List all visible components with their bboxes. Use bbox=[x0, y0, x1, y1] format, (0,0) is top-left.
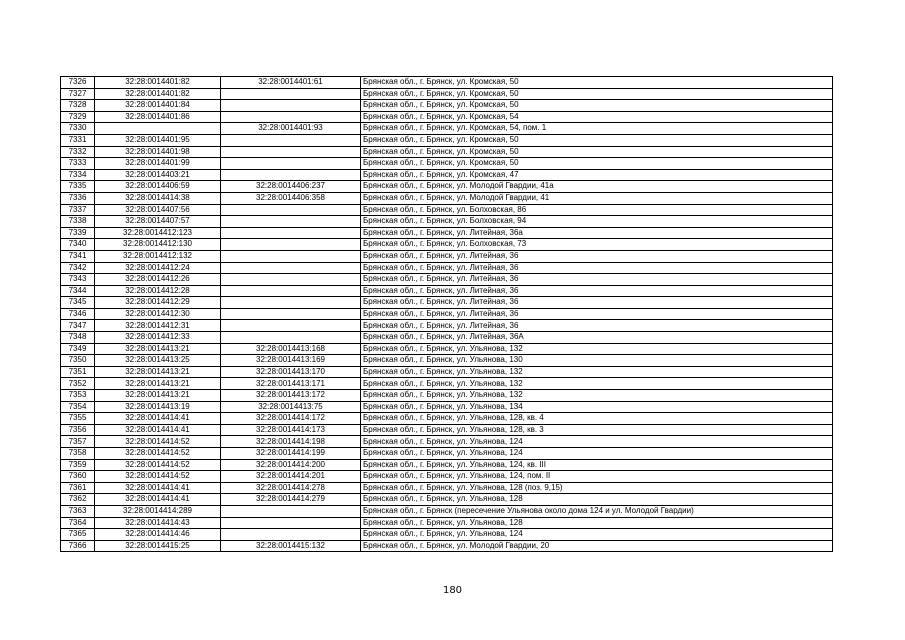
address-cell: Брянская обл., г. Брянск, ул. Болховская, 86 bbox=[361, 204, 833, 216]
parent-number-cell: 32:28:0014413:171 bbox=[221, 378, 361, 390]
address-cell: Брянская обл., г. Брянск, ул. Кромская, 50 bbox=[361, 100, 833, 112]
table-row bbox=[61, 297, 833, 309]
row-number-cell: 7333 bbox=[61, 158, 95, 170]
row-number-cell: 7361 bbox=[61, 482, 95, 494]
parent-number-cell bbox=[221, 505, 361, 517]
address-cell: Брянская обл., г. Брянск, ул. Ульянова, 132 bbox=[361, 378, 833, 390]
parent-number-cell bbox=[221, 134, 361, 146]
parent-number-cell: 32:28:0014413:75 bbox=[221, 401, 361, 413]
row-number-cell: 7366 bbox=[61, 540, 95, 552]
cadastral-number-cell: 32:28:0014407:56 bbox=[95, 204, 221, 216]
row-number-cell: 7358 bbox=[61, 448, 95, 460]
parent-number-cell: 32:28:0014413:168 bbox=[221, 343, 361, 355]
parent-number-cell: 32:28:0014414:278 bbox=[221, 482, 361, 494]
address-cell: Брянская обл., г. Брянск, ул. Ульянова, 128 bbox=[361, 494, 833, 506]
cadastral-number-cell: 32:28:0014406:59 bbox=[95, 181, 221, 193]
address-cell: Брянская обл., г. Брянск (пересечение Ульянова около дома 124 и ул. Молодой Гвардии) bbox=[361, 505, 833, 517]
address-cell: Брянская обл., г. Брянск, ул. Молодой Гвардии, 41 bbox=[361, 192, 833, 204]
row-number-cell: 7363 bbox=[61, 505, 95, 517]
address-cell: Брянская обл., г. Брянск, ул. Кромская, 50 bbox=[361, 146, 833, 158]
parent-number-cell bbox=[221, 204, 361, 216]
cadastral-number-cell: 32:28:0014414:41 bbox=[95, 424, 221, 436]
cadastral-number-cell: 32:28:0014401:82 bbox=[95, 88, 221, 100]
table-row bbox=[61, 320, 833, 332]
parent-number-cell bbox=[221, 100, 361, 112]
parent-number-cell: 32:28:0014414:201 bbox=[221, 471, 361, 483]
row-number-cell: 7338 bbox=[61, 216, 95, 228]
table-row bbox=[61, 285, 833, 297]
row-number-cell: 7364 bbox=[61, 517, 95, 529]
address-cell: Брянская обл., г. Брянск, ул. Ульянова, 128, кв. 4 bbox=[361, 413, 833, 425]
address-cell: Брянская обл., г. Брянск, ул. Литейная, 36 bbox=[361, 297, 833, 309]
row-number-cell: 7347 bbox=[61, 320, 95, 332]
row-number-cell: 7353 bbox=[61, 390, 95, 402]
cadastral-number-cell: 32:28:0014414:41 bbox=[95, 494, 221, 506]
row-number-cell: 7326 bbox=[61, 77, 95, 89]
parent-number-cell: 32:28:0014414:200 bbox=[221, 459, 361, 471]
table-row bbox=[61, 413, 833, 425]
row-number-cell: 7339 bbox=[61, 227, 95, 239]
cadastral-number-cell: 32:28:0014412:24 bbox=[95, 262, 221, 274]
row-number-cell: 7334 bbox=[61, 169, 95, 181]
table-row bbox=[61, 77, 833, 89]
address-cell: Брянская обл., г. Брянск, ул. Литейная, 36А bbox=[361, 332, 833, 344]
cadastral-number-cell: 32:28:0014413:21 bbox=[95, 390, 221, 402]
parent-number-cell bbox=[221, 308, 361, 320]
cadastral-number-cell: 32:28:0014414:52 bbox=[95, 436, 221, 448]
address-cell: Брянская обл., г. Брянск, ул. Кромская, 47 bbox=[361, 169, 833, 181]
table-row bbox=[61, 401, 833, 413]
cadastral-number-cell: 32:28:0014401:86 bbox=[95, 111, 221, 123]
row-number-cell: 7357 bbox=[61, 436, 95, 448]
cadastral-number-cell: 32:28:0014415:25 bbox=[95, 540, 221, 552]
table-row bbox=[61, 239, 833, 251]
cadastral-number-cell: 32:28:0014413:21 bbox=[95, 343, 221, 355]
parent-number-cell bbox=[221, 332, 361, 344]
table-row bbox=[61, 448, 833, 460]
cadastral-number-cell: 32:28:0014414:38 bbox=[95, 192, 221, 204]
address-cell: Брянская обл., г. Брянск, ул. Ульянова, 124, кв. III bbox=[361, 459, 833, 471]
address-cell: Брянская обл., г. Брянск, ул. Болховская, 94 bbox=[361, 216, 833, 228]
table-row bbox=[61, 529, 833, 541]
table-row bbox=[61, 471, 833, 483]
cadastral-number-cell: 32:28:0014413:21 bbox=[95, 378, 221, 390]
parent-number-cell: 32:28:0014413:169 bbox=[221, 355, 361, 367]
cadastral-number-cell: 32:28:0014401:84 bbox=[95, 100, 221, 112]
address-cell: Брянская обл., г. Брянск, ул. Ульянова, 132 bbox=[361, 366, 833, 378]
address-cell: Брянская обл., г. Брянск, ул. Кромская, 50 bbox=[361, 77, 833, 89]
cadastral-number-cell: 32:28:0014414:52 bbox=[95, 471, 221, 483]
cadastral-number-cell: 32:28:0014412:130 bbox=[95, 239, 221, 251]
parent-number-cell: 32:28:0014413:172 bbox=[221, 390, 361, 402]
row-number-cell: 7348 bbox=[61, 332, 95, 344]
address-cell: Брянская обл., г. Брянск, ул. Литейная, 36 bbox=[361, 262, 833, 274]
cadastral-number-cell: 32:28:0014401:95 bbox=[95, 134, 221, 146]
cadastral-number-cell: 32:28:0014414:41 bbox=[95, 413, 221, 425]
row-number-cell: 7350 bbox=[61, 355, 95, 367]
table-row bbox=[61, 366, 833, 378]
table-row bbox=[61, 274, 833, 286]
table-row bbox=[61, 355, 833, 367]
parent-number-cell: 32:28:0014401:61 bbox=[221, 77, 361, 89]
address-cell: Брянская обл., г. Брянск, ул. Кромская, 50 bbox=[361, 88, 833, 100]
cadastral-number-cell: 32:28:0014413:21 bbox=[95, 366, 221, 378]
cadastral-number-cell: 32:28:0014412:29 bbox=[95, 297, 221, 309]
row-number-cell: 7328 bbox=[61, 100, 95, 112]
table-row bbox=[61, 343, 833, 355]
parent-number-cell bbox=[221, 216, 361, 228]
row-number-cell: 7327 bbox=[61, 88, 95, 100]
table-row bbox=[61, 111, 833, 123]
row-number-cell: 7351 bbox=[61, 366, 95, 378]
table-row bbox=[61, 216, 833, 228]
address-cell: Брянская обл., г. Брянск, ул. Молодой Гвардии, 20 bbox=[361, 540, 833, 552]
page-number: 180 bbox=[442, 585, 463, 596]
parent-number-cell: 32:28:0014415:132 bbox=[221, 540, 361, 552]
parent-number-cell: 32:28:0014414:279 bbox=[221, 494, 361, 506]
register-table-container bbox=[60, 76, 832, 552]
row-number-cell: 7330 bbox=[61, 123, 95, 135]
row-number-cell: 7343 bbox=[61, 274, 95, 286]
parent-number-cell bbox=[221, 517, 361, 529]
row-number-cell: 7340 bbox=[61, 239, 95, 251]
parent-number-cell bbox=[221, 274, 361, 286]
parent-number-cell bbox=[221, 158, 361, 170]
table-row bbox=[61, 308, 833, 320]
parent-number-cell: 32:28:0014414:198 bbox=[221, 436, 361, 448]
row-number-cell: 7341 bbox=[61, 250, 95, 262]
row-number-cell: 7359 bbox=[61, 459, 95, 471]
row-number-cell: 7356 bbox=[61, 424, 95, 436]
cadastral-number-cell: 32:28:0014412:33 bbox=[95, 332, 221, 344]
address-cell: Брянская обл., г. Брянск, ул. Литейная, 36 bbox=[361, 250, 833, 262]
register-table-body bbox=[61, 77, 833, 552]
address-cell: Брянская обл., г. Брянск, ул. Литейная, 36 bbox=[361, 285, 833, 297]
table-row bbox=[61, 390, 833, 402]
cadastral-number-cell: 32:28:0014414:52 bbox=[95, 459, 221, 471]
address-cell: Брянская обл., г. Брянск, ул. Ульянова, 124, пом. II bbox=[361, 471, 833, 483]
table-row bbox=[61, 459, 833, 471]
row-number-cell: 7342 bbox=[61, 262, 95, 274]
cadastral-number-cell: 32:28:0014412:30 bbox=[95, 308, 221, 320]
address-cell: Брянская обл., г. Брянск, ул. Литейная, 36 bbox=[361, 320, 833, 332]
table-row bbox=[61, 332, 833, 344]
cadastral-number-cell bbox=[95, 123, 221, 135]
row-number-cell: 7346 bbox=[61, 308, 95, 320]
table-row bbox=[61, 494, 833, 506]
cadastral-number-cell: 32:28:0014401:99 bbox=[95, 158, 221, 170]
cadastral-number-cell: 32:28:0014407:57 bbox=[95, 216, 221, 228]
row-number-cell: 7332 bbox=[61, 146, 95, 158]
row-number-cell: 7336 bbox=[61, 192, 95, 204]
row-number-cell: 7349 bbox=[61, 343, 95, 355]
table-row bbox=[61, 134, 833, 146]
cadastral-number-cell: 32:28:0014414:43 bbox=[95, 517, 221, 529]
row-number-cell: 7352 bbox=[61, 378, 95, 390]
row-number-cell: 7355 bbox=[61, 413, 95, 425]
address-cell: Брянская обл., г. Брянск, ул. Ульянова, 130 bbox=[361, 355, 833, 367]
table-row bbox=[61, 424, 833, 436]
cadastral-number-cell: 32:28:0014414:41 bbox=[95, 482, 221, 494]
parent-number-cell bbox=[221, 250, 361, 262]
address-cell: Брянская обл., г. Брянск, ул. Кромская, 54, пом. 1 bbox=[361, 123, 833, 135]
address-cell: Брянская обл., г. Брянск, ул. Ульянова, 124 bbox=[361, 529, 833, 541]
parent-number-cell: 32:28:0014414:172 bbox=[221, 413, 361, 425]
table-row bbox=[61, 227, 833, 239]
parent-number-cell bbox=[221, 529, 361, 541]
row-number-cell: 7360 bbox=[61, 471, 95, 483]
address-cell: Брянская обл., г. Брянск, ул. Литейная, 36а bbox=[361, 227, 833, 239]
row-number-cell: 7365 bbox=[61, 529, 95, 541]
row-number-cell: 7344 bbox=[61, 285, 95, 297]
address-cell: Брянская обл., г. Брянск, ул. Ульянова, 134 bbox=[361, 401, 833, 413]
address-cell: Брянская обл., г. Брянск, ул. Ульянова, 124 bbox=[361, 436, 833, 448]
cadastral-number-cell: 32:28:0014414:52 bbox=[95, 448, 221, 460]
address-cell: Брянская обл., г. Брянск, ул. Ульянова, 128 bbox=[361, 517, 833, 529]
cadastral-number-cell: 32:28:0014412:123 bbox=[95, 227, 221, 239]
table-row bbox=[61, 192, 833, 204]
parent-number-cell bbox=[221, 146, 361, 158]
parent-number-cell bbox=[221, 320, 361, 332]
cadastral-number-cell: 32:28:0014401:98 bbox=[95, 146, 221, 158]
row-number-cell: 7345 bbox=[61, 297, 95, 309]
row-number-cell: 7331 bbox=[61, 134, 95, 146]
cadastral-number-cell: 32:28:0014413:19 bbox=[95, 401, 221, 413]
table-row bbox=[61, 146, 833, 158]
address-cell: Брянская обл., г. Брянск, ул. Молодой Гвардии, 41а bbox=[361, 181, 833, 193]
table-row bbox=[61, 100, 833, 112]
table-row bbox=[61, 169, 833, 181]
parent-number-cell: 32:28:0014406:358 bbox=[221, 192, 361, 204]
row-number-cell: 7362 bbox=[61, 494, 95, 506]
row-number-cell: 7329 bbox=[61, 111, 95, 123]
address-cell: Брянская обл., г. Брянск, ул. Кромская, 50 bbox=[361, 158, 833, 170]
table-row bbox=[61, 378, 833, 390]
parent-number-cell bbox=[221, 285, 361, 297]
table-row bbox=[61, 262, 833, 274]
cadastral-number-cell: 32:28:0014413:25 bbox=[95, 355, 221, 367]
address-cell: Брянская обл., г. Брянск, ул. Ульянова, 128, кв. 3 bbox=[361, 424, 833, 436]
table-row bbox=[61, 123, 833, 135]
parent-number-cell: 32:28:0014401:93 bbox=[221, 123, 361, 135]
table-row bbox=[61, 540, 833, 552]
parent-number-cell: 32:28:0014414:173 bbox=[221, 424, 361, 436]
parent-number-cell bbox=[221, 227, 361, 239]
table-row bbox=[61, 181, 833, 193]
cadastral-number-cell: 32:28:0014403:21 bbox=[95, 169, 221, 181]
parent-number-cell: 32:28:0014413:170 bbox=[221, 366, 361, 378]
cadastral-number-cell: 32:28:0014412:28 bbox=[95, 285, 221, 297]
address-cell: Брянская обл., г. Брянск, ул. Ульянова, 124 bbox=[361, 448, 833, 460]
row-number-cell: 7337 bbox=[61, 204, 95, 216]
address-cell: Брянская обл., г. Брянск, ул. Ульянова, 132 bbox=[361, 390, 833, 402]
address-cell: Брянская обл., г. Брянск, ул. Ульянова, 128 (поз. 9,15) bbox=[361, 482, 833, 494]
parent-number-cell: 32:28:0014414:199 bbox=[221, 448, 361, 460]
table-row bbox=[61, 436, 833, 448]
table-row bbox=[61, 250, 833, 262]
parent-number-cell bbox=[221, 88, 361, 100]
table-row bbox=[61, 204, 833, 216]
table-row bbox=[61, 158, 833, 170]
cadastral-number-cell: 32:28:0014414:289 bbox=[95, 505, 221, 517]
table-row bbox=[61, 88, 833, 100]
address-cell: Брянская обл., г. Брянск, ул. Кромская, 50 bbox=[361, 134, 833, 146]
row-number-cell: 7354 bbox=[61, 401, 95, 413]
parent-number-cell bbox=[221, 262, 361, 274]
address-cell: Брянская обл., г. Брянск, ул. Литейная, 36 bbox=[361, 308, 833, 320]
register-table bbox=[60, 76, 833, 552]
address-cell: Брянская обл., г. Брянск, ул. Ульянова, 132 bbox=[361, 343, 833, 355]
address-cell: Брянская обл., г. Брянск, ул. Кромская, 54 bbox=[361, 111, 833, 123]
address-cell: Брянская обл., г. Брянск, ул. Литейная, 36 bbox=[361, 274, 833, 286]
table-row bbox=[61, 505, 833, 517]
address-cell: Брянская обл., г. Брянск, ул. Болховская, 73 bbox=[361, 239, 833, 251]
parent-number-cell: 32:28:0014406:237 bbox=[221, 181, 361, 193]
cadastral-number-cell: 32:28:0014412:31 bbox=[95, 320, 221, 332]
cadastral-number-cell: 32:28:0014412:26 bbox=[95, 274, 221, 286]
parent-number-cell bbox=[221, 169, 361, 181]
table-row bbox=[61, 517, 833, 529]
parent-number-cell bbox=[221, 111, 361, 123]
parent-number-cell bbox=[221, 239, 361, 251]
parent-number-cell bbox=[221, 297, 361, 309]
row-number-cell: 7335 bbox=[61, 181, 95, 193]
cadastral-number-cell: 32:28:0014401:82 bbox=[95, 77, 221, 89]
cadastral-number-cell: 32:28:0014414:46 bbox=[95, 529, 221, 541]
cadastral-number-cell: 32:28:0014412:132 bbox=[95, 250, 221, 262]
table-row bbox=[61, 482, 833, 494]
